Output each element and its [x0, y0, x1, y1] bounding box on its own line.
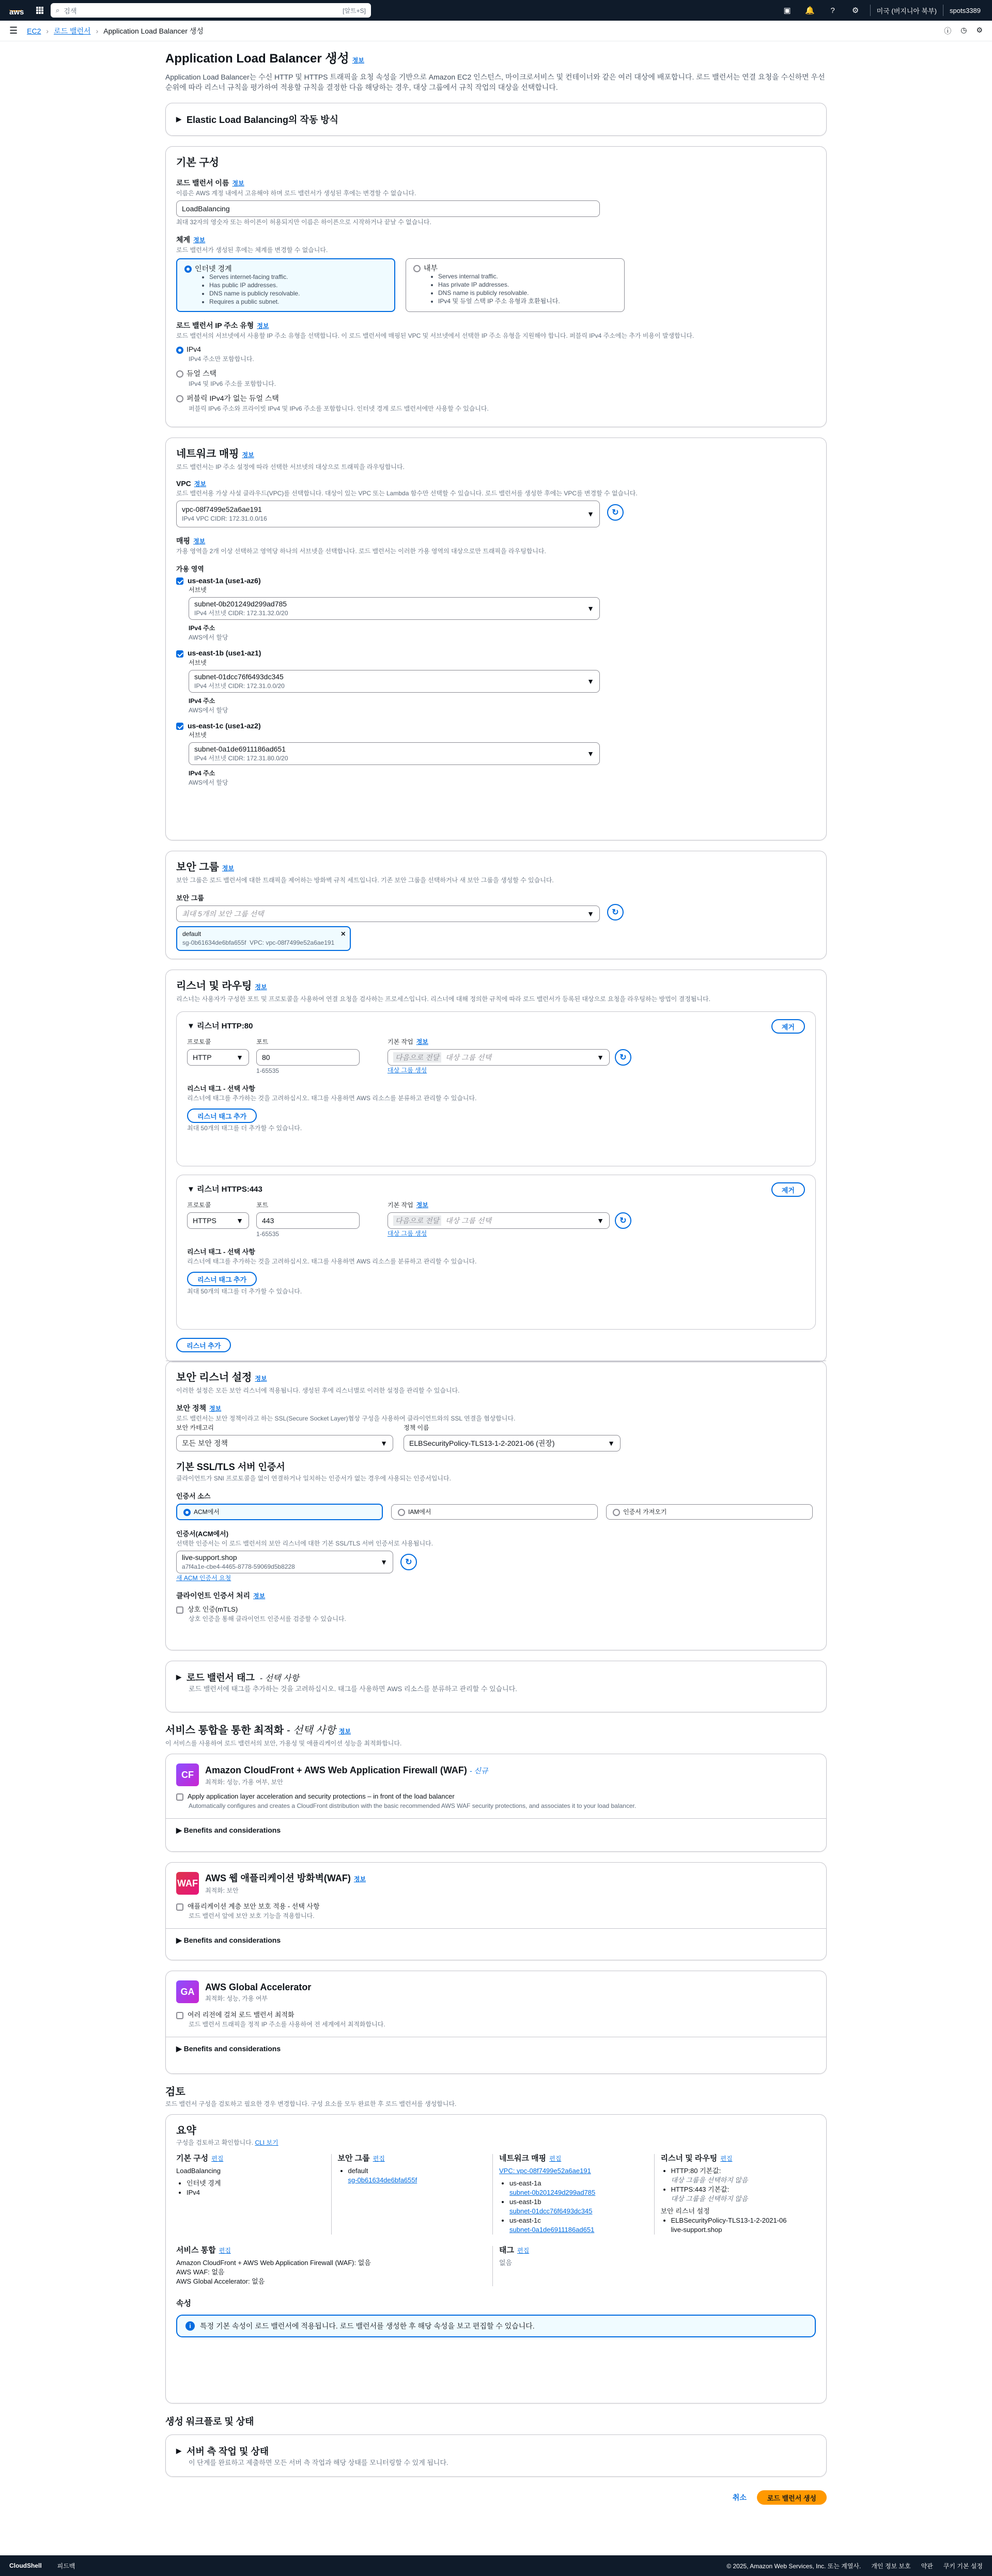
target-refresh-button[interactable]: ↻ — [615, 1049, 631, 1066]
security-refresh-button[interactable]: ↻ — [607, 904, 624, 920]
main-content: Application Load Balancer 생성 정보 Application Load Balancer는 수신 HTTP 및 HTTPS 트래픽을 요청 속성을 기반으로 Amazon EC2 인스턴스, 마이크로서비스 및 컨테이너와 같은 여러 대상에 배포합니다. 로드 밸런서는 연결 요청을 수신하면 우선 순위에 따라 리스너 규칙을 평가하여 적용할 규칙을 결정한 다음 해당하는 경우, 대상 그룹에서 규칙 작업의 대상을 선택합니다. ▶ Elastic Load Balancing의 작동 방식 기본 구성 로드 밸런서 이름 정보 이름은 AWS 계정 내에서 고유해야 하며 로드 밸런서가 생성된 후에는 변경할 수 없습니다. LoadBalancing 최대 32자의 영숫자 또는 하이픈이 허용되지만 이름은 하이픈으로 시작하거나 끝날 수 없습니다. 체계 정보 로드 밸런서가 생성된 후에는 체계를 변경할 수 없습니다. 인터넷 경계 • Serves internet-facing traffic. • Has public IP addresses. • DNS name is publicly resolvable. • Requires a public subnet. 내부 • Serves internal traffic. • Has private IP addresses. • DNS name is publicly resolvable. • IPv4 및 듀얼 스택 IP 주소 유형과 호환됩니다. 로드 밸런서 IP 주소 유형 정보 로드 밸런서의 서브넷에서 사용할 IP 주소 유형을 선택합니다. 이 로드 밸런서에 매핑된 VPC 및 서브넷에서 선택한 IP 주소 유형을 지원해야 합니다. 퍼블릭 IPv4 주소에는 추가 비용이 발생합니다. IPv4 IPv4 주소만 포함합니다. 듀얼 스택 IPv4 및 IPv6 주소를 포함합니다. 퍼블릭 IPv4가 없는 듀얼 스택 퍼블릭 IPv6 주소와 프라이빗 IPv4 및 IPv6 주소를 포함합니다. 인터넷 경계 로드 밸런서에만 사용할 수 있습니다. 네트워크 매핑 정보 로드 밸런서는 IP 주소 설정에 따라 선택한 서브넷의 대상으로 트래픽을 라우팅합니다. VPC 정보 로드 밸런서용 가상 사설 클라우드(VPC)를 선택합니다. 대상이 있는 VPC 또는 Lambda 함수만 선택할 수 있습니다. 로드 밸런서를 생성한 후에는 VPC를 변경할 수 없습니다. vpc-08f7499e52a6ae191 IPv4 VPC CIDR: 172.31.0.0/16 ▼ ↻ 매핑 정보 가용 영역을 2개 이상 선택하고 영역당 하나의 서브넷을 선택합니다. 로드 밸런서는 이러한 가용 영역의 대상으로만 트래픽을 라우팅합니다. 가용 영역 us-east-1a (use1-az6) 서브넷 subnet-0b201249d299ad785 IPv4 서브넷 CIDR: 172.31.32.0/20 ▼ IPv4 주소 AWS에서 할당 us-east-1b (use1-az1) 서브넷 subnet-01dcc76f6493dc345 IPv4 서브넷 CIDR: 172.31.0.0/20 ▼ IPv4 주소 AWS에서 할당 us-east-1c (use1-az2) 서브넷 subnet-0a1de6911186ad651 IPv4 서브넷 CIDR: 172.31.80.0/20 ▼ IPv4 주소 AWS에서 할당 보안 그룹 정보 보안 그룹은 로드 밸런서에 대한 트래픽을 제어하는 방화벽 규칙 세트입니다. 기존 보안 그룹을 선택하거나 새 보안 그룹을 생성할 수 있습니다. 보안 그룹 최대 5개의 보안 그룹 선택 ▼ ↻ default sg-0b61634de6bfa655f VPC: vpc-08f7499e52a6ae191 ✕ 리스너 및 라우팅 정보 리스너는 사용자가 구성한 포트 및 프로토콜을 사용하여 연결 요청을 검사하는 프로세스입니다. 리스너에 대해 정의한 규칙에 따라 로드 밸런서가 등록된 대상으로 요청을 라우팅하는 방법이 결정됩니다. ▼ 리스너 HTTP:80 제거 프로토콜 HTTP ▼ 포트 80 1-65535 기본 작업 정보 다음으로 전달 대상 그룹 선택 ▼ ↻ 대상 그룹 생성 리스너 태그 - 선택 사항 리스너에 태그를 추가하는 것을 고려하십시오. 태그를 사용하면 AWS 리소스를 분류하고 관리할 수 있습니다. 리스너 태그 추가 최대 50개의 태그를 더 추가할 수 있습니다. ▼ 리스너 HTTPS:443 제거 프로토콜 HTTPS ▼ 포트 443 1-65535 기본 작업 정보 다음으로 전달 대상 그룹 선택 ▼ ↻ 대상 그룹 생성 리스너 태그 - 선택 사항 리스너에 태그를 추가하는 것을 고려하십시오. 태그를 사용하면 AWS 리소스를 분류하고 관리할 수 있습니다. 리스너 태그 추가 최대 50개의 태그를 더 추가할 수 있습니다. 리스너 추가 보안 리스너 설정 정보 이러한 설정은 모든 보안 리스너에 적용됩니다. 생성된 후에 리스너별로 이러한 설정을 관리할 수 있습니다. 보안 정책 정보 로드 밸런서는 보안 정책이라고 하는 SSL(Secure Socket Layer)협상 구성을 사용하여 클라이언트와의 SSL 연결을 협상합니다. 보안 카테고리 모든 보안 정책 ▼ 정책 이름 ELBSecurityPolicy-TLS13-1-2-2021-06 (권장) ▼ 기본 SSL/TLS 서버 인증서 클라이언트가 SNI 프로토콜을 없이 연결하거나 일치하는 인증서가 없는 경우에 사용되는 인증서입니다. 인증서 소스 ACM에서 IAM에서 인증서 가져오기 인증서(ACM에서) 선택한 인증서는 이 로드 밸런서의 보안 리스너에 대한 기본 SSL/TLS 서버 인증서로 사용됩니다. live-support.shop a7f4a1e-cbe4-4465-8778-59069d5b8228 ▼ ↻ 새 ACM 인증서 요청 클라이언트 인증서 처리 정보 상호 인증(mTLS) 상호 인증을 통해 클라이언트 인증서를 검증할 수 있습니다. ▶ 로드 밸런서 태그 - 선택 사항 로드 밸런서에 태그를 추가하는 것을 고려하십시오. 태그를 사용하면 AWS 리소스를 분류하고 관리할 수 있습니다. 서비스 통합을 통한 최적화 - 선택 사항 정보 이 서비스를 사용하여 로드 밸런서의 보안, 가용성 및 애플리케이션 성능을 최적화합니다. CF Amazon CloudFront + AWS Web Application Firewall (WAF) - 신규 최적화: 성능, 가용 여부, 보안 Apply application layer acceleration and security protections – in front of the load balancer Automatically configures and creates a CloudFront distribution with the basic recommended AWS WAF security protections, and associates it to your load balancer. ▶ Benefits and considerations WAF AWS 웹 애플리케이션 방화벽(WAF) 정보 최적화: 보안 애플리케이션 계층 보안 보호 적용 - 선택 사항 로드 밸런서 앞에 보안 보호 기능을 적용합니다. ▶ Benefits and considerations GA AWS Global Accelerator 최적화: 성능, 가용 여부 여러 리전에 걸쳐 로드 밸런서 최적화 로드 밸런서 트래픽을 정적 IP 주소를 사용하여 전 세계에서 최적화합니다. ▶ Benefits and considerations 검토 로드 밸런서 구성을 검토하고 필요한 경우 변경합니다. 구성 요소를 모두 완료한 후 로드 밸런서를 생성합니다. 요약 구성을 검토하고 확인합니다. CLI 보기 기본 구성 편집 LoadBalancing • 인터넷 경계 • IPv4 보안 그룹 편집 • default sg-0b61634de6bfa655f 네트워크 매핑 편집 VPC: vpc-08f7499e52a6ae191 • us-east-1a subnet-0b201249d299ad785 • us-east-1b subnet-01dcc76f6493dc345 • us-east-1c subnet-0a1de6911186ad651 리스너 및 라우팅 편집 • HTTP:80 기본값: 대상 그룹을 선택하지 않음 • HTTPS:443 기본값: 대상 그룹을 선택하지 않음 보안 리스너 설정 • ELBSecurityPolicy-TLS13-1-2-2021-06 live-support.shop 서비스 통합 편집 Amazon CloudFront + AWS Web Application Firewall (WAF): 없음 AWS WAF: 없음 AWS Global Accelerator: 없음 태그 편집 없음 속성 i 특정 기본 속성이 로드 밸런서에 적용됩니다. 로드 밸런서를 생성한 후 해당 속성을 보고 편집할 수 있습니다. 생성 워크플로 및 상태 ▶ 서버 측 작업 및 상태 이 단계를 완료하고 제출하면 모든 서버 측 작업과 해당 상태를 모니터링할 수 있게 됩니다. 취소 로드 밸런서 생성 — [165, 41, 827, 2505]
target-refresh-button[interactable]: ↻ — [615, 1212, 631, 1229]
listener-https-443: ▼ 리스너 HTTPS:443 제거 프로토콜 HTTPS ▼ 포트 443 1-65535 기본 작업 정보 다음으로 전달 대상 그룹 선택 ▼ ↻ 대상 그룹 생성 리스너 태그 - 선택 사항 리스너에 태그를 추가하는 것을 고려하십시오. 태그를 사용하면 AWS 리소스를 분류하고 관리할 수 있습니다. 리스너 태그 추가 최대 50개의 태그를 더 추가할 수 있습니다. — [176, 1175, 816, 1330]
feedback-link[interactable]: 피드백 — [57, 2562, 75, 2570]
summary-panel: 요약 구성을 검토하고 확인합니다. CLI 보기 기본 구성 편집 LoadBalancing • 인터넷 경계 • IPv4 보안 그룹 편집 • default sg-0b61634de6bfa655f 네트워크 매핑 편집 VPC: vpc-08f7499e52a6ae191 • us-east-1a subnet-0b201249d299ad785 • us-east-1b subnet-01dcc76f6493dc345 • us-east-1c subnet-0a1de6911186ad651 리스너 및 라우팅 편집 • HTTP:80 기본값: 대상 그룹을 선택하지 않음 • HTTPS:443 기본값: 대상 그룹을 선택하지 않음 보안 리스너 설정 • ELBSecurityPolicy-TLS13-1-2-2021-06 live-support.shop 서비스 통합 편집 Amazon CloudFront + AWS Web Application Firewall (WAF): 없음 AWS WAF: 없음 AWS Global Accelerator: 없음 태그 편집 없음 속성 i 특정 기본 속성이 로드 밸런서에 적용됩니다. 로드 밸런서를 생성한 후 해당 속성을 보고 편집할 수 있습니다. — [165, 2114, 827, 2403]
search-icon: ⌕ — [56, 6, 60, 14]
breadcrumb-current: Application Load Balancer 생성 — [103, 26, 204, 35]
integration-checkbox[interactable] — [176, 1793, 183, 1801]
scheme-internal-tile[interactable]: 내부 • Serves internal traffic. • Has private IP addresses. • DNS name is publicly resolvable. • IPv4 및 듀얼 스택 IP 주소 유형과 호환됩니다. — [406, 258, 625, 312]
caret-right-icon: ▶ — [176, 2447, 181, 2455]
caret-right-icon: ▶ — [176, 115, 181, 123]
policy-name-select[interactable]: ELBSecurityPolicy-TLS13-1-2-2021-06 (권장) ▼ — [404, 1435, 621, 1451]
caret-down-icon: ▼ — [187, 1022, 197, 1031]
vpc-refresh-button[interactable]: ↻ — [607, 504, 624, 521]
cloudfront-icon: CF — [176, 1763, 199, 1786]
zone-checkbox[interactable] — [176, 723, 183, 730]
waf-icon: WAF — [176, 1872, 199, 1895]
port-input[interactable]: 80 — [256, 1049, 360, 1066]
breadcrumb — [0, 21, 992, 41]
review-title: 검토 — [165, 2086, 185, 2098]
add-listener-tag-button[interactable]: 리스너 태그 추가 — [187, 1272, 257, 1286]
aws-logo[interactable]: aws — [9, 8, 24, 17]
notifications-icon[interactable]: 🔔 — [805, 6, 815, 15]
breadcrumb-ec2[interactable]: EC2 — [27, 26, 41, 35]
subnet-select[interactable]: subnet-0a1de6911186ad651 IPv4 서브넷 CIDR: 172.31.80.0/20 ▼ — [189, 742, 600, 765]
scheme-label: 체계 정보 — [176, 236, 206, 244]
caret-down-icon: ▼ — [187, 1185, 197, 1194]
summary-security: 보안 그룹 편집 • default sg-0b61634de6bfa655f — [338, 2154, 493, 2235]
settings-icon[interactable]: ⚙ — [976, 25, 983, 34]
zone-us-east-1b: us-east-1b (use1-az1) 서브넷 subnet-01dcc76f6493dc345 IPv4 서브넷 CIDR: 172.31.0.0/20 ▼ IPv4 주소 AWS에서 할당 — [176, 649, 816, 714]
security-group-select[interactable]: 최대 5개의 보안 그룹 선택 ▼ — [176, 905, 600, 922]
global-accelerator-icon: GA — [176, 1980, 199, 2003]
acm-certificate-select[interactable]: live-support.shop a7f4a1e-cbe4-4465-8778-59069d5b8228 ▼ — [176, 1551, 393, 1573]
security-group-token: default sg-0b61634de6bfa655f VPC: vpc-08f7499e52a6ae191 ✕ — [176, 926, 351, 951]
top-navigation — [0, 0, 992, 21]
create-target-group-link[interactable]: 대상 그룹 생성 — [388, 1067, 427, 1074]
remove-token-icon[interactable]: ✕ — [340, 930, 346, 938]
how-it-works-panel[interactable]: ▶ Elastic Load Balancing의 작동 방식 — [165, 103, 827, 136]
privacy-link[interactable]: 개인 정보 보호 — [871, 2562, 911, 2570]
add-listener-tag-button[interactable]: 리스너 태그 추가 — [187, 1109, 257, 1123]
scheme-internet-facing-tile[interactable]: 인터넷 경계 • Serves internet-facing traffic. • Has public IP addresses. • DNS name is publicly resolvable. • Requires a public subnet. — [176, 258, 395, 312]
help-icon[interactable]: ? — [830, 6, 835, 15]
account-menu[interactable]: spots3389 — [950, 6, 981, 14]
cert-source-iam[interactable]: IAM에서 — [391, 1504, 598, 1520]
port-input[interactable]: 443 — [256, 1212, 360, 1229]
integration-checkbox[interactable] — [176, 2012, 183, 2019]
cloudshell-icon[interactable]: ▣ — [783, 6, 791, 15]
mtls-checkbox[interactable] — [176, 1606, 183, 1614]
lb-tags-panel[interactable]: ▶ 로드 밸런서 태그 - 선택 사항 로드 밸런서에 태그를 추가하는 것을 고려하십시오. 태그를 사용하면 AWS 리소스를 분류하고 관리할 수 있습니다. — [165, 1661, 827, 1712]
summary-services: 서비스 통합 편집 Amazon CloudFront + AWS Web Application Firewall (WAF): 없음 AWS WAF: 없음 AWS Global Accelerator: 없음 — [176, 2246, 493, 2286]
zone-us-east-1c: us-east-1c (use1-az2) 서브넷 subnet-0a1de6911186ad651 IPv4 서브넷 CIDR: 172.31.80.0/20 ▼ IPv4 주소 AWS에서 할당 — [176, 722, 816, 787]
subnet-select[interactable]: subnet-0b201249d299ad785 IPv4 서브넷 CIDR: 172.31.32.0/20 ▼ — [189, 597, 600, 620]
gear-icon[interactable]: ⚙ — [851, 6, 859, 15]
integration-global-accelerator: GA AWS Global Accelerator 최적화: 성능, 가용 여부 여러 리전에 걸쳐 로드 밸런서 최적화 로드 밸런서 트래픽을 정적 IP 주소를 사용하여 전 세계에서 최적화합니다. ▶ Benefits and considerations — [165, 1971, 827, 2074]
remove-listener-button[interactable]: 제거 — [771, 1182, 805, 1197]
zone-us-east-1a: us-east-1a (use1-az6) 서브넷 subnet-0b201249d299ad785 IPv4 서브넷 CIDR: 172.31.32.0/20 ▼ IPv4 주소 AWS에서 할당 — [176, 576, 816, 642]
terms-link[interactable]: 약관 — [921, 2562, 933, 2570]
summary-tags: 태그 편집 없음 — [499, 2246, 530, 2267]
ip-type-label: 로드 밸런서 IP 주소 유형 정보 — [176, 321, 269, 330]
ip-option-ipv4[interactable]: IPv4 IPv4 주소만 포함합니다. — [176, 345, 816, 363]
breadcrumb-load-balancers[interactable]: 로드 밸런서 — [54, 26, 91, 35]
vpc-select[interactable]: vpc-08f7499e52a6ae191 IPv4 VPC CIDR: 172.31.0.0/16 ▼ — [176, 501, 600, 527]
protocol-select[interactable]: HTTPS ▼ — [187, 1212, 249, 1229]
subnet-select[interactable]: subnet-01dcc76f6493dc345 IPv4 서브넷 CIDR: 172.31.0.0/20 ▼ — [189, 670, 600, 693]
clock-icon[interactable]: ◷ — [960, 25, 967, 34]
secure-listener-panel: 보안 리스너 설정 정보 이러한 설정은 모든 보안 리스너에 적용됩니다. 생성된 후에 리스너별로 이러한 설정을 관리할 수 있습니다. 보안 정책 정보 로드 밸런서는 보안 정책이라고 하는 SSL(Secure Socket Layer)협상 구성을 사용하여 클라이언트와의 SSL 연결을 협상합니다. 보안 카테고리 모든 보안 정책 ▼ 정책 이름 ELBSecurityPolicy-TLS13-1-2-2021-06 (권장) ▼ 기본 SSL/TLS 서버 인증서 클라이언트가 SNI 프로토콜을 없이 연결하거나 일치하는 인증서가 없는 경우에 사용되는 인증서입니다. 인증서 소스 ACM에서 IAM에서 인증서 가져오기 인증서(ACM에서) 선택한 인증서는 이 로드 밸런서의 보안 리스너에 대한 기본 SSL/TLS 서버 인증서로 사용됩니다. live-support.shop a7f4a1e-cbe4-4465-8778-59069d5b8228 ▼ ↻ 새 ACM 인증서 요청 클라이언트 인증서 처리 정보 상호 인증(mTLS) 상호 인증을 통해 클라이언트 인증서를 검증할 수 있습니다. — [165, 1361, 827, 1650]
benefits-toggle[interactable]: ▶ Benefits and considerations — [176, 1936, 281, 1944]
request-cert-link[interactable]: 새 ACM 인증서 요청 — [176, 1574, 231, 1582]
listeners-panel: 리스너 및 라우팅 정보 리스너는 사용자가 구성한 포트 및 프로토콜을 사용하여 연결 요청을 검사하는 프로세스입니다. 리스너에 대해 정의한 규칙에 따라 로드 밸런서가 등록된 대상으로 요청을 라우팅하는 방법이 결정됩니다. ▼ 리스너 HTTP:80 제거 프로토콜 HTTP ▼ 포트 80 1-65535 기본 작업 정보 다음으로 전달 대상 그룹 선택 ▼ ↻ 대상 그룹 생성 리스너 태그 - 선택 사항 리스너에 태그를 추가하는 것을 고려하십시오. 태그를 사용하면 AWS 리소스를 분류하고 관리할 수 있습니다. 리스너 태그 추가 최대 50개의 태그를 더 추가할 수 있습니다. ▼ 리스너 HTTPS:443 제거 프로토콜 HTTPS ▼ 포트 443 1-65535 기본 작업 정보 다음으로 전달 대상 그룹 선택 ▼ ↻ 대상 그룹 생성 리스너 태그 - 선택 사항 리스너에 태그를 추가하는 것을 고려하십시오. 태그를 사용하면 AWS 리소스를 분류하고 관리할 수 있습니다. 리스너 태그 추가 최대 50개의 태그를 더 추가할 수 있습니다. 리스너 추가 — [165, 970, 827, 1362]
lb-name-input[interactable]: LoadBalancing — [176, 200, 600, 217]
chevron-right-icon: › — [46, 26, 49, 35]
add-listener-button[interactable]: 리스너 추가 — [176, 1338, 231, 1352]
target-group-select[interactable]: 다음으로 전달 대상 그룹 선택 ▼ — [388, 1049, 610, 1066]
workflow-panel[interactable]: ▶ 서버 측 작업 및 상태 이 단계를 완료하고 제출하면 모든 서버 측 작업과 해당 상태를 모니터링할 수 있게 됩니다. — [165, 2434, 827, 2477]
integration-cloudfront-waf: CF Amazon CloudFront + AWS Web Application Firewall (WAF) - 신규 최적화: 성능, 가용 여부, 보안 Apply application layer acceleration and security protections – in front of the load balancer Automatically configures and creates a CloudFront distribution with the basic recommended AWS WAF security protections, and associates it to your load balancer. ▶ Benefits and considerations — [165, 1754, 827, 1852]
integrations-title: 서비스 통합을 통한 최적화 - 선택 사항 정보 — [165, 1725, 351, 1736]
target-group-select[interactable]: 다음으로 전달 대상 그룹 선택 ▼ — [388, 1212, 610, 1229]
ip-option-dualstack[interactable]: 듀얼 스택 IPv4 및 IPv6 주소를 포함합니다. — [176, 368, 816, 388]
protocol-select[interactable]: HTTP ▼ — [187, 1049, 249, 1066]
caret-right-icon: ▶ — [176, 1673, 181, 1681]
divider — [870, 5, 871, 16]
page-description: Application Load Balancer는 수신 HTTP 및 HTTPS 트래픽을 요청 속성을 기반으로 Amazon EC2 인스턴스, 마이크로서비스 및 컨테이너와 같은 여러 대상에 배포합니다. 로드 밸런서는 연결 요청을 수신하면 우선 순위에 따라 리스너 규칙을 평가하여 적용할 규칙을 결정한 다음 해당하는 경우, 대상 그룹에서 규칙 작업의 대상을 선택합니다. — [165, 73, 825, 91]
security-category-select[interactable]: 모든 보안 정책 ▼ — [176, 1435, 393, 1451]
cert-refresh-button[interactable]: ↻ — [400, 1554, 417, 1570]
security-groups-panel: 보안 그룹 정보 보안 그룹은 로드 밸런서에 대한 트래픽을 제어하는 방화벽 규칙 세트입니다. 기존 보안 그룹을 선택하거나 새 보안 그룹을 생성할 수 있습니다. 보안 그룹 최대 5개의 보안 그룹 선택 ▼ ↻ default sg-0b61634de6bfa655f VPC: vpc-08f7499e52a6ae191 ✕ — [165, 851, 827, 959]
create-target-group-link[interactable]: 대상 그룹 생성 — [388, 1230, 427, 1237]
basic-config-title: 기본 구성 — [176, 157, 219, 168]
summary-network: 네트워크 매핑 편집 VPC: vpc-08f7499e52a6ae191 • us-east-1a subnet-0b201249d299ad785 • us-east-1b subnet-01dcc76f6493dc345 • us-east-1c subnet-0a1de6911186ad651 — [499, 2154, 655, 2235]
workflow-title: 생성 워크플로 및 상태 — [165, 2416, 254, 2427]
footer: CloudShell 피드백 © 2025, Amazon Web Services, Inc. 또는 계열사. 개인 정보 보호 약관 쿠키 기본 설정 — [0, 2555, 992, 2576]
services-grid-icon[interactable] — [36, 7, 43, 14]
info-panel-icon[interactable]: ⓘ — [944, 26, 952, 35]
page-info-link[interactable]: 정보 — [352, 57, 364, 64]
ip-option-dualstack-no-public[interactable]: 퍼블릭 IPv4가 없는 듀얼 스택 퍼블릭 IPv6 주소와 프라이빗 IPv4 및 IPv6 주소를 포함합니다. 인터넷 경계 로드 밸런서에만 사용할 수 있습니다. — [176, 393, 816, 413]
zone-checkbox[interactable] — [176, 650, 183, 658]
menu-icon[interactable]: ☰ — [9, 25, 18, 36]
info-icon: i — [185, 2321, 195, 2331]
summary-listeners: 리스너 및 라우팅 편집 • HTTP:80 기본값: 대상 그룹을 선택하지 않음 • HTTPS:443 기본값: 대상 그룹을 선택하지 않음 보안 리스너 설정 • ELBSecurityPolicy-TLS13-1-2-2021-06 live-support.shop — [661, 2154, 816, 2235]
cert-source-import[interactable]: 인증서 가져오기 — [606, 1504, 813, 1520]
benefits-toggle[interactable]: ▶ Benefits and considerations — [176, 1825, 281, 1834]
search-input[interactable]: ⌕ 검색 [알트+S] — [51, 3, 371, 18]
cancel-button[interactable]: 취소 — [732, 2493, 747, 2502]
benefits-toggle[interactable]: ▶ Benefits and considerations — [176, 2044, 281, 2053]
scheme-internet-radio[interactable] — [184, 266, 192, 273]
scheme-internal-radio[interactable] — [413, 265, 421, 272]
integration-checkbox[interactable] — [176, 1903, 183, 1911]
cloudshell-link[interactable]: CloudShell — [9, 2562, 42, 2569]
summary-info-link[interactable]: CLI 보기 — [255, 2139, 278, 2146]
lb-name-label: 로드 밸런서 이름 정보 — [176, 179, 244, 187]
cookie-link[interactable]: 쿠키 기본 설정 — [943, 2562, 983, 2570]
chevron-right-icon: › — [96, 26, 99, 35]
attributes-alert: i 특정 기본 속성이 로드 밸런서에 적용됩니다. 로드 밸런서를 생성한 후 해당 속성을 보고 편집할 수 있습니다. — [176, 2315, 816, 2337]
remove-listener-button[interactable]: 제거 — [771, 1019, 805, 1034]
integration-waf: WAF AWS 웹 애플리케이션 방화벽(WAF) 정보 최적화: 보안 애플리케이션 계층 보안 보호 적용 - 선택 사항 로드 밸런서 앞에 보안 보호 기능을 적용합니다. ▶ Benefits and considerations — [165, 1862, 827, 1960]
basic-config-panel: 기본 구성 로드 밸런서 이름 정보 이름은 AWS 계정 내에서 고유해야 하며 로드 밸런서가 생성된 후에는 변경할 수 없습니다. LoadBalancing 최대 32자의 영숫자 또는 하이픈이 허용되지만 이름은 하이픈으로 시작하거나 끝날 수 없습니다. 체계 정보 로드 밸런서가 생성된 후에는 체계를 변경할 수 없습니다. 인터넷 경계 • Serves internet-facing traffic. • Has public IP addresses. • DNS name is publicly resolvable. • Requires a public subnet. 내부 • Serves internal traffic. • Has private IP addresses. • DNS name is publicly resolvable. • IPv4 및 듀얼 스택 IP 주소 유형과 호환됩니다. 로드 밸런서 IP 주소 유형 정보 로드 밸런서의 서브넷에서 사용할 IP 주소 유형을 선택합니다. 이 로드 밸런서에 매핑된 VPC 및 서브넷에서 선택한 IP 주소 유형을 지원해야 합니다. 퍼블릭 IPv4 주소에는 추가 비용이 발생합니다. IPv4 IPv4 주소만 포함합니다. 듀얼 스택 IPv4 및 IPv6 주소를 포함합니다. 퍼블릭 IPv4가 없는 듀얼 스택 퍼블릭 IPv6 주소와 프라이빗 IPv4 및 IPv6 주소를 포함합니다. 인터넷 경계 로드 밸런서에만 사용할 수 있습니다. — [165, 146, 827, 427]
listener-http-80: ▼ 리스너 HTTP:80 제거 프로토콜 HTTP ▼ 포트 80 1-65535 기본 작업 정보 다음으로 전달 대상 그룹 선택 ▼ ↻ 대상 그룹 생성 리스너 태그 - 선택 사항 리스너에 태그를 추가하는 것을 고려하십시오. 태그를 사용하면 AWS 리소스를 분류하고 관리할 수 있습니다. 리스너 태그 추가 최대 50개의 태그를 더 추가할 수 있습니다. — [176, 1011, 816, 1166]
create-lb-button[interactable]: 로드 밸런서 생성 — [757, 2490, 827, 2505]
summary-basic: 기본 구성 편집 LoadBalancing • 인터넷 경계 • IPv4 — [176, 2154, 332, 2235]
page-title: Application Load Balancer 생성 정보 — [165, 52, 364, 66]
cert-source-acm[interactable]: ACM에서 — [176, 1504, 383, 1520]
region-selector[interactable]: 미국 (버지니아 북부) — [876, 7, 937, 15]
network-mapping-panel: 네트워크 매핑 정보 로드 밸런서는 IP 주소 설정에 따라 선택한 서브넷의 대상으로 트래픽을 라우팅합니다. VPC 정보 로드 밸런서용 가상 사설 클라우드(VPC)를 선택합니다. 대상이 있는 VPC 또는 Lambda 함수만 선택할 수 있습니다. 로드 밸런서를 생성한 후에는 VPC를 변경할 수 없습니다. vpc-08f7499e52a6ae191 IPv4 VPC CIDR: 172.31.0.0/16 ▼ ↻ 매핑 정보 가용 영역을 2개 이상 선택하고 영역당 하나의 서브넷을 선택합니다. 로드 밸런서는 이러한 가용 영역의 대상으로만 트래픽을 라우팅합니다. 가용 영역 us-east-1a (use1-az6) 서브넷 subnet-0b201249d299ad785 IPv4 서브넷 CIDR: 172.31.32.0/20 ▼ IPv4 주소 AWS에서 할당 us-east-1b (use1-az1) 서브넷 subnet-01dcc76f6493dc345 IPv4 서브넷 CIDR: 172.31.0.0/20 ▼ IPv4 주소 AWS에서 할당 us-east-1c (use1-az2) 서브넷 subnet-0a1de6911186ad651 IPv4 서브넷 CIDR: 172.31.80.0/20 ▼ IPv4 주소 AWS에서 할당 — [165, 438, 827, 840]
zone-checkbox[interactable] — [176, 577, 183, 585]
caret-down-icon: ▼ — [587, 510, 594, 518]
search-shortcut: [알트+S] — [343, 7, 366, 14]
